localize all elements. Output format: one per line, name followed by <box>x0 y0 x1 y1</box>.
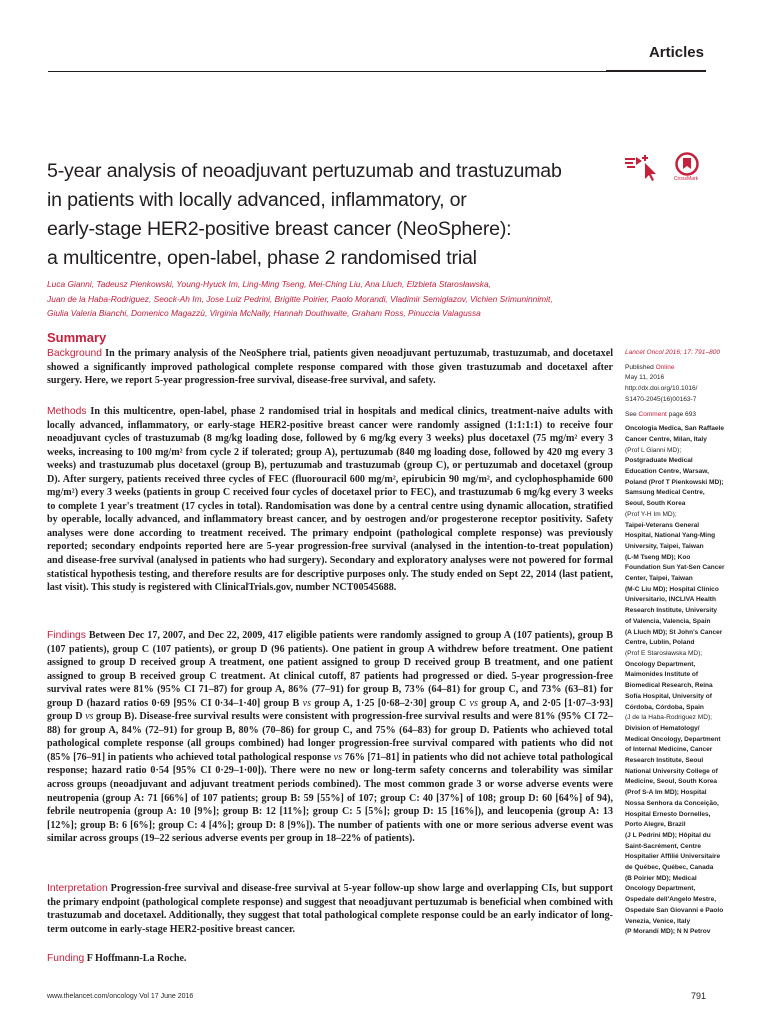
affiliation-line: Education Centre, Warsaw, <box>625 468 709 476</box>
methods-text: In this multicentre, open-label, phase 2 randomised trial in hospitals and medical clinics, treatment-naive adults with locally advanced, inflammatory, or early-stage HER2-positive breast cancer were randomly assigned (1:1:1:1) to receive four neoadjuvant cycles of trastuzumab (8 mg/kg loading dose, followed by 6 mg/kg every 3 weeks) plus docetaxel (75 mg/m² every 3 weeks, increasing to 100 mg/m² from cycle 2 if tolerated; group A), pertuzumab (840 mg loading dose, followed by 420 mg every 3 weeks) and trastuzumab plus docetaxel (group B), pertuzumab and trastuzumab (group C), or pertuzumab and docetaxel (group D). After surgery, patients received three cycles of FEC (fluorouracil 600 mg/m², epirubicin 90 mg/m², and cyclophosphamide 600 mg/m²) every 3 weeks (patients in group C received four cycles of docetaxel prior to FEC), and trastuzumab 6 mg/kg every 3 weeks to complete 1 year's treatment (17 cycles in total). Randomisation was done by a central centre using dynamic allocation, stratified by operable, locally advanced, and inflammatory breast cancer, and by oestrogen and/or progesterone receptor positivity. Safety analyses were done according to treatment received. The primary endpoint (pathological complete response) was previously reported; secondary endpoints reported here are 5-year progression-free survival (analysed in the intention-to-treat population) and disease-free survival (analysed in patients who had surgery). Secondary and exploratory analyses were not powered for formal statistical hypothesis testing, and therefore results are for descriptive purposes only. The study ended on Sept 22, 2014 (last patient, last visit). This study is registered with ClinicalTrials.gov, number NCT00545688. <box>47 406 613 594</box>
affiliation-line: Research Institute, University <box>625 607 718 615</box>
sidebar-notes <box>625 348 763 938</box>
affiliation-line: Medical Oncology, Department <box>625 735 721 743</box>
abstract-findings <box>47 629 613 846</box>
affiliation-line: Oncology Department, <box>625 660 696 668</box>
affiliation-line: Poland (Prof T Pienkowski MD); <box>625 478 724 486</box>
methods-heading: Methods <box>47 406 87 417</box>
title-line: 5-year analysis of neoadjuvant pertuzumab and trastuzumab <box>47 160 562 182</box>
affiliation-line: Maimonides Institute of <box>625 671 699 679</box>
page-number: 791 <box>690 991 706 1001</box>
abstract-background <box>47 347 613 388</box>
affiliation-line: de Québec, Québec, Canada <box>625 864 714 872</box>
affiliation-line: Saint-Sacrément, Centre <box>625 842 702 850</box>
affiliation-line: (B Poirier MD); Medical <box>625 874 697 882</box>
comment-prefix: See <box>625 410 639 418</box>
affiliation-line: of Internal Medicine, Cancer <box>625 746 713 754</box>
affiliation-line: (Prof Y-H Im MD); <box>625 510 677 518</box>
abstract-methods <box>47 405 613 595</box>
author-line: Giulia Valeria Bianchi, Domenico Magazzù, Virginia McNally, Hannah Douthwaite, Graham Ross, Pinuccia Valagussa <box>47 308 481 319</box>
title-line: early-stage HER2-positive breast cancer (NeoSphere): <box>47 218 512 240</box>
funding-heading: Funding <box>47 953 85 964</box>
title-line: a multicentre, open-label, phase 2 randomised trial <box>47 247 477 269</box>
affiliation-line: National University College of <box>625 767 718 775</box>
affiliation-line: Cancer Centre, Milan, Italy <box>625 435 707 443</box>
affiliation-line: Nossa Senhora da Conceição, <box>625 799 719 807</box>
affiliation-line: of Valencia, Valencia, Spain <box>625 617 711 625</box>
journal-citation: Lancet Oncol 2016; 17: 791–800 <box>625 349 721 356</box>
affiliation-line: (Prof S-A Im MD); Hospital <box>625 789 707 797</box>
affiliation-line: Sofía Hospital, University of <box>625 692 712 700</box>
affiliation-line: Venezia, Venice, Italy <box>625 917 691 925</box>
affiliation-line: Medicine, Seoul, South Korea <box>625 778 718 786</box>
header-rule-heavy <box>606 70 706 72</box>
doi-link[interactable]: http://dx.doi.org/10.1016/ <box>625 385 698 393</box>
affiliation-line: (A Lluch MD); St John's Cancer <box>625 628 723 636</box>
findings-heading: Findings <box>47 630 86 641</box>
author-line: Luca Gianni, Tadeusz Pienkowski, Young-Hyuck Im, Ling-Ming Tseng, Mei-Ching Liu, Ana Lluch, Elzbieta Starosławska, <box>47 279 491 289</box>
affiliation-line: Ospedale San Giovanni e Paolo <box>625 906 724 914</box>
footer-journal-url: www.thelancet.com/oncology Vol 17 June 2016 <box>47 993 194 1000</box>
article-title <box>47 157 622 273</box>
affiliation-list <box>625 424 763 938</box>
affiliation-line: Biomedical Research, Reina <box>625 682 713 690</box>
affiliation-line: (Prof E Starosławska MD); <box>625 649 703 657</box>
funding-text: F Hoffmann-La Roche. <box>84 953 187 964</box>
affiliation-line: (J de la Haba-Rodriguez MD); <box>625 714 712 722</box>
affiliation-line: University, Taipei, Taiwan <box>625 542 704 550</box>
affiliation-line: (Prof L Gianni MD); <box>625 446 682 454</box>
affiliation-line: Hospitalier Affilié Universitaire <box>625 853 721 861</box>
background-text: In the primary analysis of the NeoSphere trial, patients given neoadjuvant pertuzumab, trastuzumab, and docetaxel showed a significantly improved pathological complete response compared with those given trastuzumab and docetaxel after surgery. Here, we report 5-year progression-free survival, disease-free survival, and safety. <box>47 348 613 387</box>
abstract-funding <box>47 952 613 966</box>
author-list <box>47 277 607 321</box>
affiliation-line: Hospital Ernesto Dornelles, <box>625 810 711 818</box>
comment-note <box>625 410 763 421</box>
affiliation-line: (P Morandi MD); N N Petrov <box>625 928 711 936</box>
affiliation-line: Taipei-Veterans General <box>625 521 700 529</box>
affiliation-line: Center, Taipei, Taiwan <box>625 575 693 583</box>
affiliation-line: Division of Hematology/ <box>625 724 700 732</box>
published-label: Published <box>625 363 656 371</box>
comment-link[interactable]: Comment <box>638 410 667 418</box>
published-online: Online <box>655 363 675 371</box>
affiliation-line: Universitario, INCLIVA Health <box>625 596 716 604</box>
affiliation-line: (M-C Liu MD); Hospital Clínico <box>625 585 719 593</box>
affiliation-line: Centre, Lublin, Poland <box>625 639 695 647</box>
crossmark-label: CrossMark <box>673 176 699 182</box>
published-line <box>625 363 763 374</box>
section-label: Articles <box>648 44 704 61</box>
background-heading: Background <box>47 348 102 359</box>
doi-link[interactable]: S1470-2045(16)00163-7 <box>625 395 697 403</box>
affiliation-line: Foundation Sun Yat-Sen Cancer <box>625 564 725 572</box>
affiliation-line: Seoul, South Korea <box>625 500 686 508</box>
abstract-interpretation <box>47 882 613 936</box>
summary-heading: Summary <box>47 330 107 345</box>
cursor-link-icon[interactable] <box>623 153 659 183</box>
affiliation-line: (J L Pedrini MD); Hôpital du <box>625 831 711 839</box>
affiliation-line: Samsung Medical Centre, <box>625 489 705 497</box>
affiliation-line: Hospital, National Yang-Ming <box>625 532 716 540</box>
affiliation-line: Postgraduate Medical <box>625 457 693 465</box>
affiliation-line: (L-M Tseng MD); Koo <box>625 553 691 561</box>
interpretation-heading: Interpretation <box>47 883 108 894</box>
title-line: in patients with locally advanced, inflammatory, or <box>47 189 467 211</box>
affiliation-line: Córdoba, Córdoba, Spain <box>625 703 704 711</box>
affiliation-line: Research Institute, Seoul <box>625 757 704 765</box>
affiliation-line: Porto Alegre, Brazil <box>625 821 686 829</box>
interpretation-text: Progression-free survival and disease-free survival at 5-year follow-up show large and overlapping CIs, but support the primary endpoint (pathological complete response) and suggest that neoadjuvant pertuzumab is beneficial when combined with trastuzumab and docetaxel. Additionally, they suggest that total pathological complete response could be an early indicator of long-term outcome in early-stage HER2-positive breast cancer. <box>47 883 613 935</box>
comment-suffix: page 693 <box>666 410 696 418</box>
findings-text: Between Dec 17, 2007, and Dec 22, 2009, 417 eligible patients were randomly assigned to group A (107 patients), group B (107 patients), group C (107 patients), or group D (96 patients). One patient in group A withdrew before treatment. One patient assigned to group D received group A treatment, one patient assigned to group D received group B treatment, and one patient assigned to group B received group C treatment. At clinical cutoff, 87 patients had progressed or died. 5-year progression-free survival rates were 81% (95% CI 71–87) for group A, 86% (77–91) for group B, 73% (64–81) for group C, and 73% (63–81) for group D (hazard ratios 0·69 [95% CI 0·34–1·40] group B vs group A, 1·25 [0·68–2·30] group C vs group A, and 2·05 [1·07–3·93] group D vs group B). Disease-free survival results were consistent with progression-free survival results and were 81% (95% CI 72–88) for group A, 84% (72–91) for group B, 80% (70–86) for group C, and 75% (64–83) for group D. Patients who achieved total pathological complete response (all groups combined) had longer progression-free survival compared with patients who did not (85% [76–91] in patients who achieved total pathological response vs 76% [71–81] in patients who did not achieve total pathological response; hazard ratio 0·54 [95% CI 0·29–1·00]). There were no new or long-term safety concerns and tolerability was similar across groups (neoadjuvant and adjuvant treatment periods combined). The most common grade 3 or worse adverse events were neutropenia (group A: 71 [66%] of 107 patients; group B: 59 [55%] of 107; group C: 40 [37%] of 108; group D: 60 [64%] of 94), febrile neutropenia (group A: 10 [9%]; group B: 12 [11%]; group C: 5 [5%]; group D: 15 [16%]), and leucopenia (group A: 13 [12%]; group B: 6 [6%]; group C: 4 [4%]; group D: 8 [9%]). The number of patients with one or more serious adverse event was similar across groups (19–22 serious adverse events per group in 18–22% of patients). <box>47 630 614 845</box>
affiliation-line: Oncologia Medica, San Raffaele <box>625 425 724 433</box>
author-line: Juan de la Haba-Rodriguez, Seock-Ah Im, Jose Luiz Pedrini, Brigitte Poirier, Paolo Morandi, Vladimir Semiglazov, Vichien Srimuninnimit, <box>47 293 553 304</box>
published-date: May 11, 2016 <box>625 374 665 382</box>
affiliation-line: Ospedale dell'Angelo Mestre, <box>625 896 717 904</box>
affiliation-line: Oncology Department, <box>625 885 696 893</box>
